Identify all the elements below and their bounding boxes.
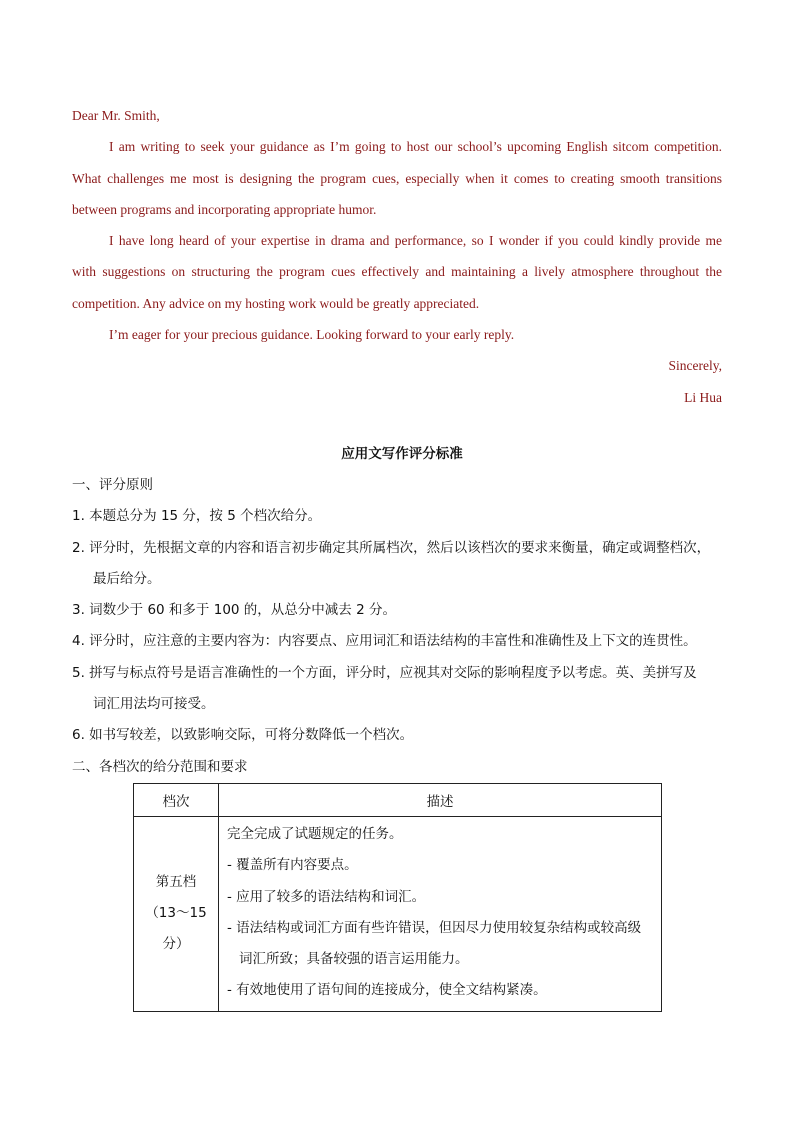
rule-item-continuation: 词汇用法均可接受。 bbox=[93, 696, 215, 713]
letter-closing: Sincerely, bbox=[668, 358, 722, 374]
rule-item-continuation: 最后给分。 bbox=[93, 570, 161, 587]
section-heading: 一、评分原则 bbox=[72, 477, 153, 493]
letter-line: I have long heard of your expertise in drama and performance, so I wonder if you could kindly provide me bbox=[109, 233, 722, 249]
letter bbox=[72, 100, 722, 413]
letter-line: competition. Any advice on my hosting work would be greatly appreciated. bbox=[72, 295, 480, 311]
level-name: 第五档 bbox=[155, 874, 197, 891]
level-range: （13～15 分） bbox=[145, 905, 207, 953]
description-cell bbox=[219, 817, 662, 1012]
rule-item: 3. 词数少于 60 和多于 100 的，从总分中减去 2 分。 bbox=[72, 602, 396, 619]
table-header-row bbox=[134, 784, 662, 817]
section-heading: 二、各档次的给分范围和要求 bbox=[72, 758, 248, 775]
level-cell bbox=[134, 817, 219, 1012]
rule-item: 4. 评分时，应注意的主要内容为：内容要点、应用词汇和语法结构的丰富性和准确性及上下文的连贯性。 bbox=[72, 633, 697, 650]
description-line: - 语法结构或词汇方面有些许错误，但因尽力使用较复杂结构或较高级 bbox=[227, 919, 642, 936]
description-line: - 应用了较多的语法结构和词汇。 bbox=[227, 888, 426, 905]
letter-salutation: Dear Mr. Smith, bbox=[72, 108, 160, 123]
table-header-description: 描述 bbox=[219, 784, 662, 817]
description-line: - 有效地使用了语句间的连接成分，使全文结构紧凑。 bbox=[227, 982, 547, 999]
letter-line: What challenges me most is designing the program cues, especially when it comes to creating smooth transitions bbox=[72, 170, 722, 186]
letter-line: I’m eager for your precious guidance. Looking forward to your early reply. bbox=[109, 327, 515, 343]
rule-item: 2. 评分时，先根据文章的内容和语言初步确定其所属档次，然后以该档次的要求来衡量，确定或调整档次， bbox=[72, 539, 711, 556]
letter-signature: Li Hua bbox=[684, 389, 722, 405]
rule-item: 1. 本题总分为 15 分，按 5 个档次给分。 bbox=[72, 508, 322, 525]
description-line: 词汇所致；具备较强的语言运用能力。 bbox=[239, 951, 469, 968]
description-line: 完全完成了试题规定的任务。 bbox=[227, 826, 403, 842]
rubric-section bbox=[72, 438, 732, 783]
letter-line: I am writing to seek your guidance as I’m going to host our school’s upcoming English sitcom competition. bbox=[109, 139, 722, 155]
letter-line: with suggestions on structuring the program cues effectively and maintaining a lively atmosphere throughout the bbox=[72, 264, 722, 280]
table-header-level: 档次 bbox=[134, 784, 219, 817]
rubric-title: 应用文写作评分标准 bbox=[341, 446, 463, 462]
rule-item: 6. 如书写较差，以致影响交际，可将分数降低一个档次。 bbox=[72, 727, 414, 744]
grade-table bbox=[133, 783, 662, 1012]
letter-line: between programs and incorporating appropriate humor. bbox=[72, 201, 377, 217]
rule-item: 5. 拼写与标点符号是语言准确性的一个方面，评分时，应视其对交际的影响程度予以考虑。英、美拼写及 bbox=[72, 664, 697, 681]
table-row bbox=[134, 817, 662, 1012]
description-line: - 覆盖所有内容要点。 bbox=[227, 857, 358, 874]
